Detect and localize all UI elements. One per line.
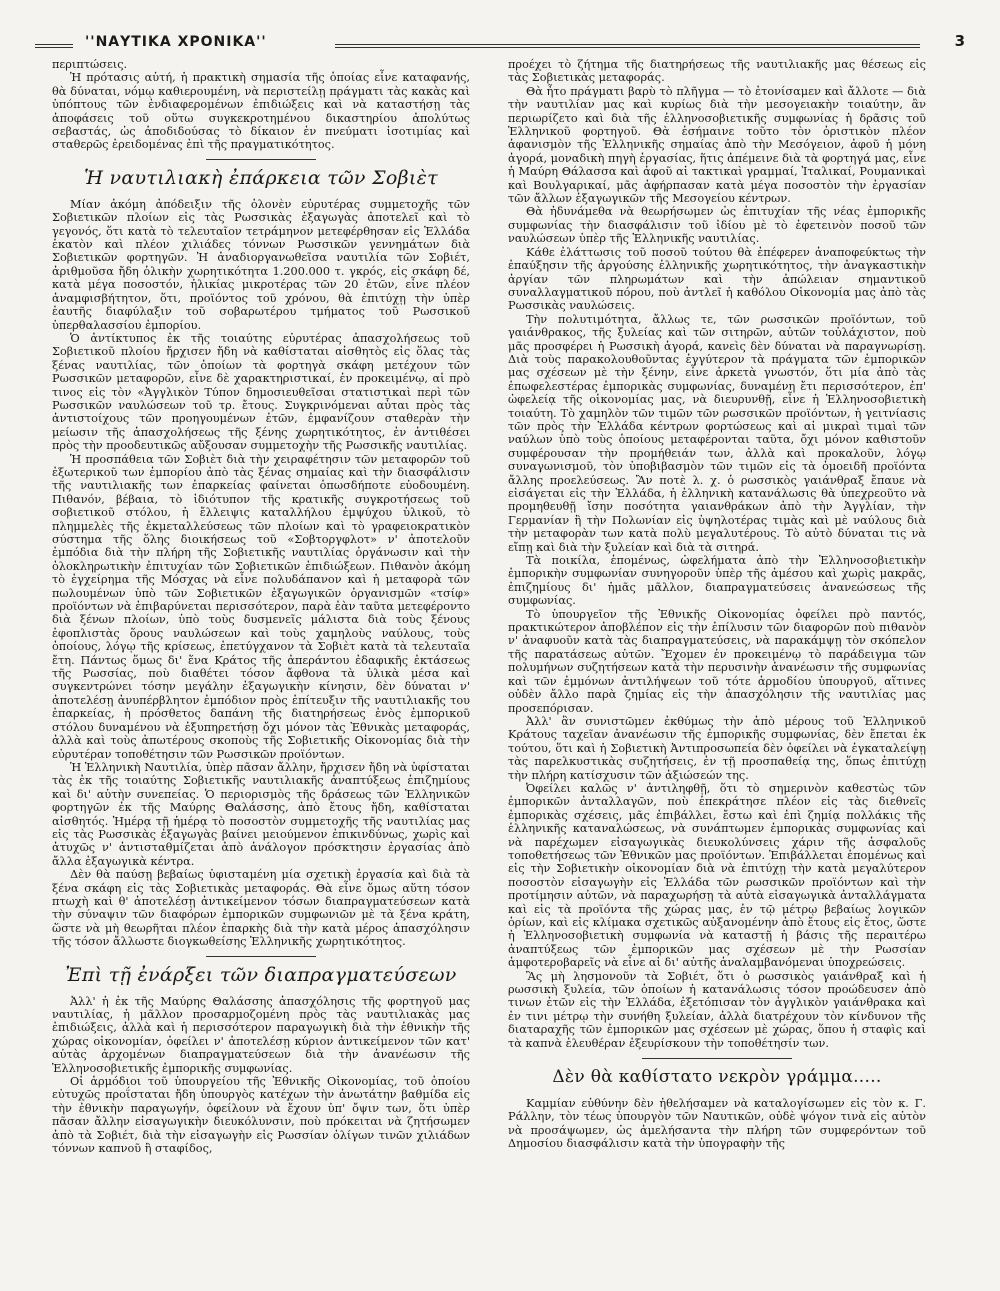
paragraph: Καμμίαν εὐθύνην δὲν ἠθελήσαμεν νὰ καταλογίσωμεν εἰς τὸν κ. Γ. Ράλλην, τὸν τέως ὑπουργὸν τῶν Ναυτικῶν, οὐδὲ ψόγον τινὰ εἰς αὐτὸν νὰ προσάψωμεν, ὡς ἀμελήσαντα τὴν πλήρη τῶν συμφερόντων τοῦ Δημοσίου διασφάλισιν κατὰ τὴν ὑπογραφὴν τῆς — [508, 1097, 926, 1151]
paragraph: Κάθε ἐλάττωσις τοῦ ποσοῦ τούτου θὰ ἐπέφερεν ἀναποφεύκτως τὴν ἐπαύξησιν τῆς ἀργούσης ἑλληνικῆς χωρητικότητος, τὴν ἀναγκαστικὴν ἀργίαν τῶν πληρωμάτων καὶ τὴν ἀπώλειαν σημαντικοῦ συναλλαγματικοῦ πόρου, ποὺ ἀντλεῖ ἡ καθόλου Οἰκονομία μας ἀπὸ τὰς Ρωσσικὰς ναυλώσεις. — [508, 245, 926, 313]
section-heading: Δὲν θὰ καθίστατο νεκρὸν γράμμα..... — [552, 1067, 882, 1088]
paragraph: Ἡ πρότασις αὐτή, ἡ πρακτικὴ σημασία τῆς ὁποίας εἶνε καταφανής, θὰ δύναται, νόμῳ καθιερουμένη, νὰ περιστείλῃ πράγματι τὰς κακὰς καὶ ὑπόπτους τῶν ἐνδιαφερομένων ἐπιδιώξεις καὶ νὰ καταστήσῃ τὰς ἀποφάσεις τοῦ οὕτω συγκεκροτημένου δικαστηρίου ἀπολύτως σεβαστάς, ὡς ἀποδιδούσας τὸ δίκαιον ἐν πνεύματι ἰσοτιμίας καὶ σταθερῶς ἐρειδομένας ἐπὶ τῆς πραγματικότητος. — [52, 71, 470, 152]
paragraph: Θὰ ἦτο πράγματι βαρὺ τὸ πλῆγμα — τὸ ἐτονίσαμεν καὶ ἄλλοτε — διὰ τὴν ναυτιλίαν μας καὶ κυρίως διὰ τὴν μεσογειακὴν τοιαύτην, ἂν περιωρίζετο καὶ διὰ τῆς ἑλληνοσοβιετικῆς συμφωνίας ἡ δρᾶσις τοῦ Ἑλληνικοῦ φορτηγοῦ. Θὰ ἐσήμαινε τοῦτο τὸν ὁριστικὸν πλέον ἀφανισμὸν τῆς Ἑλληνικῆς σημαίας ἀπὸ τὴν Μεσόγειον, ἀφοῦ ἡ μόνη ἀγορά, μοναδικὴ πηγὴ ἐργασίας, ἥτις ἀπέμεινε διὰ τὰ φορτηγά μας, εἶνε ἡ Μαύρη Θάλασσα καὶ ἀφοῦ αἱ τακτικαὶ γραμμαί, Ἰταλικαί, Ρουμανικαὶ καὶ Βουλγαρικαί, μᾶς ἀφήρπασαν κατὰ μέγα ποσοστὸν τὴν ἐργασίαν τῶν ἄλλων ἐξαγωγικῶν τῆς Μεσογείου κέντρων. — [508, 84, 926, 206]
paragraph: Ἀλλ' ἡ ἐκ τῆς Μαύρης Θαλάσσης ἀπασχόλησις τῆς φορτηγοῦ μας ναυτιλίας, ἡ μᾶλλον προσαρμοζομένη πρὸς τὰς ναυτιλιακὰς μας ἐπιδιώξεις, ἀλλὰ καὶ ἡ περισσότερον παραγωγικὴ διὰ τὴν ἐθνικὴν τῆς χώρας οἰκονομίαν, ὀφείλει ν' ἀποτελέσῃ κύριον ἀντικείμενον τῶν κατ' αὐτὰς ἀρχομένων διαπραγματεύσεων διὰ τὴν ἀνανέωσιν τῆς Ἑλληνοσοβιετικῆς ἐμπορικῆς συμφωνίας. — [52, 994, 470, 1075]
header-rule-left — [35, 44, 73, 48]
section-divider — [642, 1058, 792, 1059]
section-heading: Ἐπὶ τῇ ἐνάρξει τῶν διαπραγματεύσεων — [65, 963, 457, 986]
publication-title: ''ΝΑΥΤΙΚΑ ΧΡΟΝΙΚΑ'' — [85, 34, 267, 50]
paragraph: Τὸ ὑπουργεῖον τῆς Ἐθνικῆς Οἰκονομίας ὀφείλει πρὸ παντός, πρακτικώτερον ἀποβλέπον εἰς τὴν ἐπίλυσιν τῶν διαφορῶν ποὺ πιθανὸν ν' ἀναφυοῦν κατὰ τὰς διαπραγματεύσεις, νὰ παρακάμψῃ τὸν σκόπελον τῆς παρατάσεως αὐτῶν. Ἔχομεν ἐν προκειμένῳ τὸ παράδειγμα τῶν πολυμήνων συζητήσεων κατὰ τὴν περυσινὴν ἀνανέωσιν τῆς συμφωνίας καὶ τῶν ἐμμόνων ἀντιλήψεων τοῦ τότε ἁρμοδίου ὑπουργοῦ, αἵτινες οὐδὲν ἄλλο παρὰ ζημίας εἰς τὴν ἀπασχόλησιν τῆς ναυτιλίας μας προσεπόρισαν. — [508, 607, 926, 715]
paragraph: Τὴν πολυτιμότητα, ἄλλως τε, τῶν ρωσσικῶν προϊόντων, τοῦ γαιάνθρακος, τῆς ξυλείας καὶ τῶν σιτηρῶν, αὐτῶν τοὐλάχιστον, ποὺ μᾶς προσφέρει ἡ Ρωσσικὴ ἀγορά, κανεὶς δὲν δύναται νὰ παραγνωρίσῃ. Διὰ τοὺς παρακολουθοῦντας ἐγγύτερον τὰ πράγματα τῶν ἐμπορικῶν μας σχέσεων μὲ τὴν ξένην, εἶνε ἀρκετὰ γνωστόν, ὅτι μία ἀπὸ τὰς ἐπωφελεστέρας ἐμπορικὰς συμφωνίας, δυναμένη ἔτι περισσότερον, ἐπ' ὠφελείᾳ τῆς οἰκονομίας μας, νὰ διευρυνθῇ, εἶνε ἡ Ἑλληνοσοβιετικὴ τοιαύτη. Τὸ χαμηλὸν τῶν τιμῶν τῶν ρωσσικῶν προϊόντων, ἡ γειτνίασις τῶν πρὸς τὴν Ἑλλάδα κέντρων φορτώσεως καὶ αἱ μικραὶ τιμαὶ τῶν ναύλων ὑπὸ τοὺς ὁποίους μεταφέρονται ταῦτα, ὄχι μόνον καθιστοῦν συμφέρουσαν τὴν προμήθειάν των, ἀλλὰ καὶ προκαλοῦν, λόγῳ συναγωνισμοῦ, τὸν ὑποβιβασμὸν τῶν τιμῶν εἰς τὰ ὁμοειδῆ προϊόντα ἄλλης προελεύσεως. Ἂν ποτὲ λ. χ. ὁ ρωσσικὸς γαιάνθραξ ἔπαυε νὰ εἰσάγεται εἰς τὴν Ἑλλάδα, ἡ ἑλληνικὴ κατανάλωσις θὰ ὑπεχρεοῦτο νὰ προμηθευθῇ ἴσην ποσότητα γαιανθράκων ἀπὸ τὴν Ἀγγλίαν, τὴν Γερμανίαν ἢ τὴν Πολωνίαν εἰς ὑψηλοτέρας τιμὰς καὶ μὲ ναύλους διὰ τὴν μεταφορὰν των κατὰ πολὺ μεγαλυτέρους. Τὸ αὐτὸ δύναται τις νὰ εἴπῃ καὶ διὰ τὴν ξυλείαν καὶ διὰ τὰ σιτηρά. — [508, 312, 926, 554]
paragraph: περιπτώσεις. — [52, 58, 128, 71]
section-divider — [206, 956, 316, 957]
section-divider — [206, 159, 316, 160]
paragraph: προέχει τὸ ζήτημα τῆς διατηρήσεως τῆς ναυτιλιακῆς μας θέσεως εἰς τὰς Σοβιετικὰς μεταφοράς. — [508, 58, 926, 85]
paragraph: Ὁ ἀντίκτυπος ἐκ τῆς τοιαύτης εὐρυτέρας ἀπασχολήσεως τοῦ Σοβιετικοῦ πλοίου ἤρχισεν ἤδη νὰ καθίσταται αἰσθητὸς εἰς ὅλας τὰς ξένας ναυτιλίας, τῶν ὁποίων τὰ φορτηγὰ σκάφη μετέχουν τῶν Ρωσσικῶν μεταφορῶν, εἶνε δὲ χαρακτηριστικαί, ἐν προκειμένῳ, αἱ πρὸ τινος εἰς τὸν «Ἀγγλικὸν Τύπον δημοσιευθεῖσαι στατιστικαὶ περὶ τῶν Ρωσσικῶν ναυλώσεων τοῦ τρ. ἔτους. Συγκρινόμεναι αὗται πρὸς τὰς ἀντιστοίχους τῶν προηγουμένων ἐτῶν, ἐμφανίζουν σταθερὰν τὴν μείωσιν τῆς ἀπασχολήσεως τῆς ξένης χωρητικότητος, ἐν ἀντιθέσει πρὸς τὴν προοδευτικῶς αὔξουσαν συμμετοχὴν τῆς Ρωσσικῆς ναυτιλίας. — [52, 331, 470, 453]
paragraph: Ἡ Ἑλληνικὴ Ναυτιλία, ὑπὲρ πᾶσαν ἄλλην, ἤρχισεν ἤδη νὰ ὑφίσταται τὰς ἐκ τῆς τοιαύτης Σοβιετικῆς ναυτιλιακῆς ἀναπτύξεως ἐπιζημίους καὶ δι' αὐτὴν συνεπείας. Ὁ περιορισμὸς τῆς δράσεως τῶν Ἑλληνικῶν φορτηγῶν ἐκ τῆς Μαύρης Θαλάσσης, ἀπὸ ἔτους ἤδη, καθίσταται αἰσθητός. Ἡμέρᾳ τῇ ἡμέρᾳ τὸ ποσοστὸν συμμετοχῆς τῆς ναυτιλίας μας εἰς τὰς Ρωσσικὰς ἐξαγωγὰς βαίνει μειούμενον ἐπικινδύνως, χωρὶς καὶ ἀτυχῶς ν' ἀντισταθμίζεται ἀπὸ ἀνάλογον πρόσκτησιν ἐργασίας ἀπὸ ἄλλα ἐξαγωγικὰ κέντρα. — [52, 760, 470, 868]
paragraph: Ἡ προσπάθεια τῶν Σοβιὲτ διὰ τὴν χειραφέτησιν τῶν μεταφορῶν τοῦ ἐξωτερικοῦ των ἐμπορίου ἀπὸ τὰς ξένας σημαίας καὶ τὴν διασφάλισιν τῆς ναυτιλιακῆς των ἐπαρκείας φαίνεται ὁπωσδήποτε εὐοδουμένη. Πιθανόν, βέβαια, τὸ ἰδιότυπον τῆς κρατικῆς συγκροτήσεως τοῦ σοβιετικοῦ στόλου, ἡ ἔλλειψις καταλλήλου ἐμψύχου ὑλικοῦ, τὸ πλημμελὲς τῆς ἐκμεταλλεύσεως τῶν πλοίων καὶ τὸ γραφειοκρατικὸν σύστημα τῆς ὅλης διοικήσεως τοῦ «Σοβτοργφλοτ» ν' ἀποτελοῦν ἐμπόδια διὰ τὴν πλήρη τῆς Σοβιετικῆς ναυτιλίας ὀργάνωσιν καὶ τὴν ὁλοκληρωτικὴν ἐπιτυχίαν τῶν Σοβιετικῶν ἐπιδιώξεων. Πιθανὸν ἀκόμη τὸ ἐγχείρημα τῆς Μόσχας νὰ εἶνε πολυδάπανον καὶ ἡ μεταφορὰ τῶν πωλουμένων ὑπὸ τῶν Σοβιετικῶν ἐξαγωγικῶν ὀργανισμῶν «τσίφ» προϊόντων νὰ ἐπιβαρύνεται περισσότερον, παρὰ ἐὰν ταῦτα μετεφέροντο διὰ ξένων πλοίων, ὑπὸ τοὺς δυσμενεῖς μάλιστα διὰ τοὺς ξένους ἐφοπλιστὰς ὅρους ναυλώσεων καὶ τοὺς χαμηλοὺς ναύλους, τοὺς ὁποίους, λόγῳ τῆς κρίσεως, ἐπετύγχανον τὰ Σοβιὲτ κατὰ τὰ τελευταῖα ἔτη. Πάντως ὅμως δι' ἕνα Κράτος τῆς ἀπεράντου ἐδαφικῆς ἐκτάσεως τῆς Ρωσσίας, ποὺ διαθέτει τόσον ἄφθονα τὰ ὑλικὰ μέσα καὶ συγκεντρώνει τόσην μεγάλην ἐξαγωγικὴν κίνησιν, δὲν δύναται ν' ἀποτελέσῃ ἀνυπέρβλητον ἐμπόδιον πρὸς ἐπίτευξιν τῆς ναυτιλιακῆς του ἐπαρκείας, ἡ πρόσθετος δαπάνη τῆς διατηρήσεως ἑνὸς ἐμπορικοῦ στόλου δυναμένου νὰ ἐξυπηρετήσῃ ὄχι μόνον τὰς Ἐθνικὰς μεταφοράς, ἀλλὰ καὶ τοὺς ἀπωτέρους σκοποὺς τῆς Σοβιετικῆς Οἰκονομίας διὰ τὴν εὐρυτέραν τοποθέτησιν τῶν Ρωσσικῶν προϊόντων. — [52, 452, 470, 761]
paragraph: Ἂς μὴ λησμονοῦν τὰ Σοβιέτ, ὅτι ὁ ρωσσικὸς γαιάνθραξ καὶ ἡ ρωσσικὴ ξυλεία, τῶν ὁποίων ἡ κατανάλωσις τόσον προώδευσεν ἀπὸ τινων ἐτῶν εἰς τὴν Ἑλλάδα, ἐξετόπισαν τὸν ἀγγλικὸν γαιάνθρακα καὶ ἐν τινι μέτρῳ τὴν συνήθη ξυλείαν, ἀλλὰ διατρέχουν τὸν κίνδυνον τῆς διαταραχῆς τῶν ἐμπορικῶν μας σχέσεων μὲ χώρας, ὅπου ἡ σταφὶς καὶ τὰ καπνὰ ἐλευθέραν ἐξευρίσκουν τὴν τοποθέτησίν των. — [508, 969, 926, 1050]
header-rule-right — [335, 44, 920, 48]
right-column — [508, 58, 926, 1151]
section-heading: Ἡ ναυτιλιακὴ ἐπάρκεια τῶν Σοβιὲτ — [84, 166, 438, 189]
paragraph: Θὰ ἠδυνάμεθα νὰ θεωρήσωμεν ὡς ἐπιτυχίαν τῆς νέας ἐμπορικῆς συμφωνίας τὴν διασφάλισιν τοῦ ἰδίου μὲ τὸ ἐφετεινὸν ποσοῦ τῶν ναυλώσεων ὑπὲρ τῆς Ἑλληνικῆς ναυτιλίας. — [508, 205, 926, 246]
paragraph: Ὀφείλει καλῶς ν' ἀντιληφθῇ, ὅτι τὸ σημερινὸν καθεστὼς τῶν ἐμπορικῶν ἀνταλλαγῶν, ποὺ ἐπεκράτησε πλέον εἰς τὰς διεθνεῖς ἐμπορικὰς σχέσεις, μᾶς ἐπιβάλλει, ἔστω καὶ ἐπὶ ζημίᾳ πολλάκις τῆς ἑλληνικῆς καταναλώσεως, νὰ συνάπτωμεν ἐμπορικὰς συμφωνίας καὶ νὰ παρέχωμεν εἰσαγωγικὰς διευκολύνσεις χάριν τῆς ἀσφαλοῦς τοποθετήσεως τῶν Ἐθνικῶν μας προϊόντων. Ἐπιβάλλεται ἑπομένως καὶ εἰς τὴν Σοβιετικὴν οἰκονομίαν διὰ νὰ ἐπιτύχῃ τὴν κατὰ μεγαλύτερον ποσοστὸν εἰσαγωγὴν εἰς Ἑλλάδα τῶν ρωσσικῶν προϊόντων καὶ τὴν προτίμησιν αὐτῶν, νὰ παραχωρήσῃ τὰ αὐτὰ εἰσαγωγικὰ ἀνταλλάγματα καὶ εἰς τὰ προϊόντα τῆς χώρας μας, ἐν τῷ μέτρῳ βεβαίως λογικῶν ὁρίων, καὶ εἰς κλίμακα σχετικῶς αὐξανομένην ἀπὸ ἔτους εἰς ἔτος, ὥστε ἡ Ἑλληνοσοβιετικὴ συμφωνία νὰ καταστῇ ἡ βάσις τῆς περαιτέρω ἀναπτύξεως τῶν ἐμπορικῶν μας σχέσεων μὲ τὴν Ρωσσίαν ἀμφοτεροβαρεῖς νὰ εἶνε αἱ δι' αὐτῆς ἀναλαμβανόμεναι ὑποχρεώσεις. — [508, 781, 926, 970]
page-header — [35, 34, 965, 54]
paragraph: Μίαν ἀκόμη ἀπόδειξιν τῆς ὁλονὲν εὐρυτέρας συμμετοχῆς τῶν Σοβιετικῶν πλοίων εἰς τὰς Ρωσσικὰς ἐξαγωγὰς ἀποτελεῖ καὶ τὸ γεγονός, ὅτι κατὰ τὸ τελευταῖον τετράμηνον μετεφέρθησαν εἰς Ἑλλάδα ἑκατὸν καὶ πλέον χιλιάδες τόννων Ρωσσικῶν γεννημάτων διὰ Σοβιετικῶν φορτηγῶν. Ἡ ἀναδιοργανωθεῖσα ναυτιλία τῶν Σοβιέτ, ἀριθμοῦσα ἤδη ὁλικὴν χωρητικότητα 1.200.000 τ. γκρός, εἰς σκάφη δέ, κατὰ μέγα ποσοστόν, ἡλικίας μικροτέρας τῶν 20 ἐτῶν, εἶνε πλέον ἀναμφισβήτητον, ὅτι, προϊόντος τοῦ χρόνου, θὰ ἐπιτύχῃ τὴν ὑπὲρ ἑαυτῆς διαφύλαξιν τοῦ σοβαρωτέρου τμήματος τοῦ Ρωσσικοῦ ὑπερθαλασσίου ἐμπορίου. — [52, 197, 470, 332]
paragraph: Τὰ ποικίλα, ἑπομένως, ὠφελήματα ἀπὸ τὴν Ἑλληνοσοβιετικὴν ἐμπορικὴν συμφωνίαν συνηγοροῦν ὑπὲρ τῆς ἀμέσου καὶ χωρὶς μακρᾶς, ἐπιζημίους δι' ἡμᾶς μᾶλλον, διαπραγματεύσεις ἀνανεώσεως τῆς συμφωνίας. — [508, 554, 926, 608]
page-number: 3 — [954, 32, 965, 50]
paragraph: Οἱ ἁρμόδιοι τοῦ ὑπουργείου τῆς Ἐθνικῆς Οἰκονομίας, τοῦ ὁποίου εὐτυχῶς προΐσταται ἤδη ὑπουργὸς κατέχων τὴν ἀνωτάτην βαθμίδα εἰς τὴν ἐθνικὴν παραγωγήν, ὀφείλουν νὰ ἔχουν ὑπ' ὄψιν των, ὅτι ὑπὲρ πᾶσαν ἄλλην εἰσαγωγικὴν διευκόλυνσιν, ποὺ πρόκειται νὰ ζητήσωμεν ἀπὸ τὰ Σοβιέτ, διὰ τὴν εἰσαγωγὴν εἰς Ρωσσίαν ὀλίγων τινῶν χιλιάδων τόννων καπνοῦ ἢ σταφίδος, — [52, 1075, 470, 1156]
left-column — [52, 58, 470, 1155]
paragraph: Δὲν θὰ παύσῃ βεβαίως ὑφισταμένη μία σχετικὴ ἐργασία καὶ διὰ τὰ ξένα σκάφη εἰς τὰς Σοβιετικὰς μεταφοράς. Θὰ εἶνε ὅμως αὕτη τόσον πτωχὴ καὶ θ' ἀποτελέσῃ ἀντικείμενον τόσων διαπραγματεύσεων κατὰ τὴν σύναψιν τῶν διαφόρων ἐμπορικῶν συμφωνιῶν μὲ τὰ ξένα κράτη, ὥστε νὰ μὴ θεωρῆται πλέον ἐπαρκὴς διὰ τὴν κατὰ μέρος ἀπασχόλησιν τῆς τόσον ἄλλωστε διογκωθείσης Ἑλληνικῆς χωρητικότητος. — [52, 868, 470, 949]
paragraph: Ἀλλ' ἂν συνιστῶμεν ἐκθύμως τὴν ἀπὸ μέρους τοῦ Ἑλληνικοῦ Κράτους ταχεῖαν ἀνανέωσιν τῆς ἐμπορικῆς συμφωνίας, δὲν ἔπεται ἐκ τούτου, ὅτι καὶ ἡ Σοβιετικὴ Ἀντιπροσωπεία δὲν ὀφείλει νὰ ἐγκαταλείψῃ τὰς παρελκυστικὰς συζητήσεις, ἐν τῇ προσπαθείᾳ της, ὅπως ἐπιτύχῃ τὴν πλήρη κατίσχυσιν τῶν ἀξιώσεών της. — [508, 714, 926, 782]
